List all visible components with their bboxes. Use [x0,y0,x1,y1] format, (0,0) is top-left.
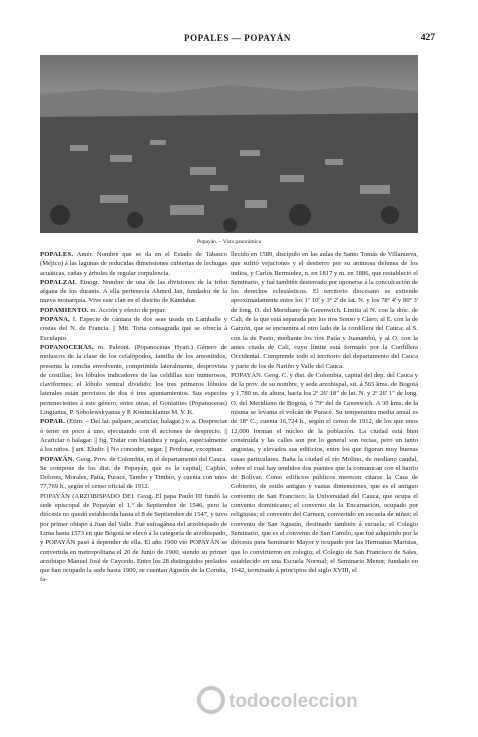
entry-text: (Etim. – Del lat. palpare, acariciar, halagar.) v. a. Despreciar ó tener en poco á uno, ejecutando con él acciones de desprecio. || Acariciar ó halagar. || fig. Tratar con blandura y regalo, especialmente á los niños. || ant. Eludir. || No conceder, negar. || Perdonar, exceptuar. [40,418,227,454]
dictionary-entry [40,343,227,417]
entry-text: m. Acción y efecto de popar. [88,306,166,314]
watermark-text: todocoleccion [229,691,358,712]
entry-headword: POPAYÁN. [40,455,75,463]
entry-headword: POPANOCERAS. [40,343,94,351]
watermark-logo-icon [199,688,223,712]
page-header [40,33,435,47]
dictionary-entry [40,306,227,315]
dictionary-entry [40,278,227,306]
dictionary-entry [40,250,227,278]
watermark [195,682,465,718]
entry-headword: POPAR. [40,418,66,426]
entry-text: Amér. Nombre que se da en el Estado de Tabasco (Méjico) á las lagunas de reducidas dimensiones cubiertas de lechugas acuáticas, cañas y árboles de regular corpulencia. [40,251,227,277]
page-number: 427 [420,33,435,43]
dictionary-entry [231,250,418,371]
entry-headword: POPANA, [40,316,71,324]
entry-headword: POPAMIENTO. [40,306,89,314]
entry-headword: POPALES. [40,251,74,258]
right-column [231,250,418,575]
entry-text: m. Paleont. (Popanoceras Hyatt.) Género de moluscos de la clase de los cefalópodos, familia de los amonítidos; presenta la concha envolvente, comprimida lateralmente, desprovista de costillas; los lóbulos indicadores de las celdillas son numerosos, claviformes; el lóbulo ventral dividido; los tres primeros lóbulos laterales están provistos de dos ó tres apuntamientos. Sus especies pertenecientes á este género, entre otras, el Goniatites (Popanoceras) Lingianus, P. Sobolewskyanus y P. Konincklanus M. V. K. [40,343,227,417]
left-column [40,250,227,585]
entry-text: Etnogr. Nombre de una de las divisiones de la tribu afgana de los duranis. A ella pertenecía Ahmed Jan, fundador de la nueva monarquía. Vive este clan en el distrito de Kandahar. [40,278,227,305]
dictionary-entry [40,315,227,343]
entry-headword: POPALZAI. [40,278,78,286]
dictionary-entry [40,455,227,492]
dictionary-entry [40,492,227,585]
dictionary-entry [231,371,418,576]
running-title: POPALES — POPAYÁN [183,33,292,43]
dictionary-entry [40,417,227,454]
figure-caption: Popayán. – Vista panorámica [196,239,262,245]
panoramic-photo [40,55,418,233]
panorama-image [40,55,418,233]
entry-text: llecido en 1589, discípulo en las aulas de Santo Tomás de Villanueva, que sufrió vejaciones y el destierro por su animosa defensa de los indios, y Carlos Bermúdez, n. en 1817 y m. en 1886, que restableció el Seminario, y fué también desterrado por oponerse á la conculcación de los derechos eclesiásticos. El territorio diocesano se extiende aproximadamente entre los 1º 10' y 3º 2' de lat. N. y los 78º 4' y 80º 3' de long. O. del Meridiano de Greenwich. Limita al N. con la dióc. de Cali, de la que está separada por los ríos Sonso y Claro; al E. con la de Garzón, que se encuentra al otro lado de la cordillera del Cauca; al S. con la de Pasto, mediante los ríos Patía y Juanambú, y al O. con la antes citada de Cali, cuyo límite está formado por la Cordillera Occidental. Comprende todo el territorio del departamento del Cauca y parte de los de Nariño y Valle del Cauca. [231,251,418,370]
entry-text: POPAYÁN (ARZOBISPADO DE). Geog. El papa Paulo III fundó la sede episcopal de Popayán el 1.º de Septiembre de 1546, pero la diócesis no quedó establecida hasta el 8 de Septiembre de 1547, y tuvo por primer obispo á Juan del Valle. Fué sufragánea del arzobispado de Lima hasta 1573 en que Bogotá se elevó á la categoría de arzobispado, y POPAYÁN pasó á depender de ella. El año 1900 vió POPAYÁN se convertida en metropolitana el 20 de Junio de 1900, siendo su primer arzobispo Manuel José de Caycedo. Entre los 28 distinguidos prelados que han ocupado la sede hasta 1900, se cuentan Agustín de la Coruña, fa- [40,492,227,584]
entry-text: Geog. Prov. de Colombia, en el departamento del Cauca. Se compone de los dist. de Popayán, que es la capital; Cajibío, Dolores, Morales, Patía, Puracé, Tambo y Timbío, y cuenta con unos 77,769 h., según el censo oficial de 1912. [40,455,227,491]
entry-text: POPAYÁN. Geog. C. y dist. de Colombia, capital del dep. del Cauca y de la prov. de su nombre, y sede arzobispal, sit. á 565 kms. de Bogotá y 1,780 m. de altura, hacia los 2º 26' 18" de lat. N. y 2º 26' 1" de long. O. del Meridiano de Bogotá, ó 79º del de Greenwich. A 30 kms. de la misma se levanta el volcán de Puracé. Su temperatura media anual es de 18º C.; cuenta 16,724 h., según el censo de 1912, de los que unos 12,000 forman el núcleo de la población. La ciudad está bien construída y las calles son por lo general son rectas, pero un tanto angostas, y elevados sus edificios, entre los que figuran muy buenas casas particulares. Baña la ciudad el río Molino, de mediano caudal, sobre el cual hay tendidos dos puentes que la comunican con el barrio de Bolívar. Como edificios públicos merecen citarse la Casa de Gobierno, de estilo antiguo y vastas dimensiones, que es el antiguo convento de San Francisco; la Universidad del Cauca, que ocupa el convento dominicano; el convento de la Encarnación, ocupado por religiosas; el convento del Carmen, convertido en escuela de niñas; el convento de San Agustín, destinado también á escuela; el Colegio Seminario, que es el convento de San Camilo, que fué adquirido por la diócesis para Seminario Mayor y ocupado por las Hermanas Maristas, que lo convirtieron en colegio; el Colegio de San Francisco de Sales, establecido en una Escuela Normal; el Seminario Menor, fundado en 1642, terminado á principios del siglo XVIII, el [231,371,418,575]
entry-text: f. Especie de cántara de dos asas usada en Lamballe y costas del N. de Francia. || Mit. Torta consagrada que se ofrecía á Esculapio. [40,316,227,342]
